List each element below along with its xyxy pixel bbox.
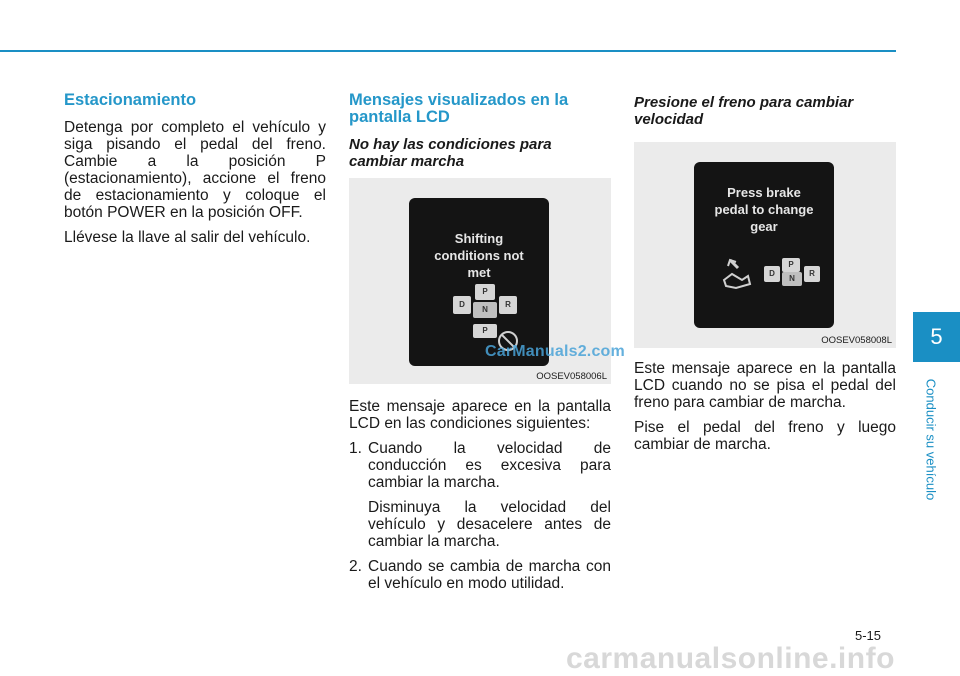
footer-watermark: carmanualsonline.info xyxy=(566,642,895,675)
gear-key-d: D xyxy=(764,266,780,282)
lcd-message: Shifting conditions not met xyxy=(434,231,524,280)
lcd-display xyxy=(409,198,549,366)
subheading-no-condiciones: No hay las condiciones para cambiar marcha xyxy=(349,136,552,170)
section-heading-estacionamiento: Estacionamiento xyxy=(64,91,197,109)
lcd-display xyxy=(694,162,834,328)
page-number: 5-15 xyxy=(855,628,882,643)
gear-key-p: P xyxy=(475,284,495,300)
top-rule xyxy=(0,50,896,52)
figure-press-brake xyxy=(634,142,896,348)
paragraph-estacionamiento-2: Llévese la llave al salir del vehículo. xyxy=(64,229,311,246)
paragraph-estacionamiento-1: Detenga por completo el vehículo y siga pisando el pedal del freno. Cambie a la posición P (estacionamiento), accione el freno de estacionamiento y coloque el botón POWER en la posición OFF. xyxy=(64,119,326,221)
column-presione-freno xyxy=(634,92,896,461)
section-heading-mensajes: Mensajes visualizados en la pantalla LCD xyxy=(349,91,569,126)
paragraph-mensajes-intro: Este mensaje aparece en la pantalla LCD en las condiciones siguientes: xyxy=(349,398,611,432)
gear-key-r: R xyxy=(499,296,517,314)
list-item-number: 2. xyxy=(349,558,362,575)
gear-key-park: P xyxy=(473,324,497,338)
column-estacionamiento xyxy=(64,92,326,254)
figure-shifting-conditions xyxy=(349,178,625,384)
chapter-tab-label xyxy=(921,370,941,510)
paragraph-presione-1: Este mensaje aparece en la pantalla LCD cuando no se pisa el pedal del freno para cambiar de marcha. xyxy=(634,360,896,411)
watermark-carmanuals2: CarManuals2.com xyxy=(485,343,625,360)
gear-selector-icon xyxy=(764,258,824,298)
conditions-list xyxy=(349,440,611,592)
paragraph-presione-2: Pise el pedal del freno y luego cambiar de marcha. xyxy=(634,419,896,453)
column-mensajes-lcd xyxy=(349,91,625,600)
list-item-number: 1. xyxy=(349,440,362,457)
gear-key-n: N xyxy=(473,302,497,318)
lcd-message: Press brake pedal to change gear xyxy=(714,185,814,234)
figure-caption-006: OOSEV058006L xyxy=(536,371,607,382)
chapter-tab-label-text: Conducir su vehículo xyxy=(923,378,939,501)
list-item-text: Cuando la velocidad de conducción es excesiva para cambiar la marcha. xyxy=(368,440,611,491)
list-item xyxy=(349,440,611,550)
gear-key-p: P xyxy=(782,258,800,272)
gear-key-d: D xyxy=(453,296,471,314)
list-item xyxy=(349,558,611,592)
list-item-extra: Disminuya la velocidad del vehículo y desacelere antes de cambiar la marcha. xyxy=(368,499,611,550)
brake-pedal-icon xyxy=(716,254,756,294)
list-item-text: Cuando se cambia de marcha con el vehículo en modo utilidad. xyxy=(368,558,611,592)
gear-key-r: R xyxy=(804,266,820,282)
gear-key-n: N xyxy=(782,272,802,286)
chapter-tab-number: 5 xyxy=(913,312,960,362)
figure-caption-008: OOSEV058008L xyxy=(821,335,892,346)
subheading-presione-freno: Presione el freno para cambiar velocidad xyxy=(634,94,854,128)
